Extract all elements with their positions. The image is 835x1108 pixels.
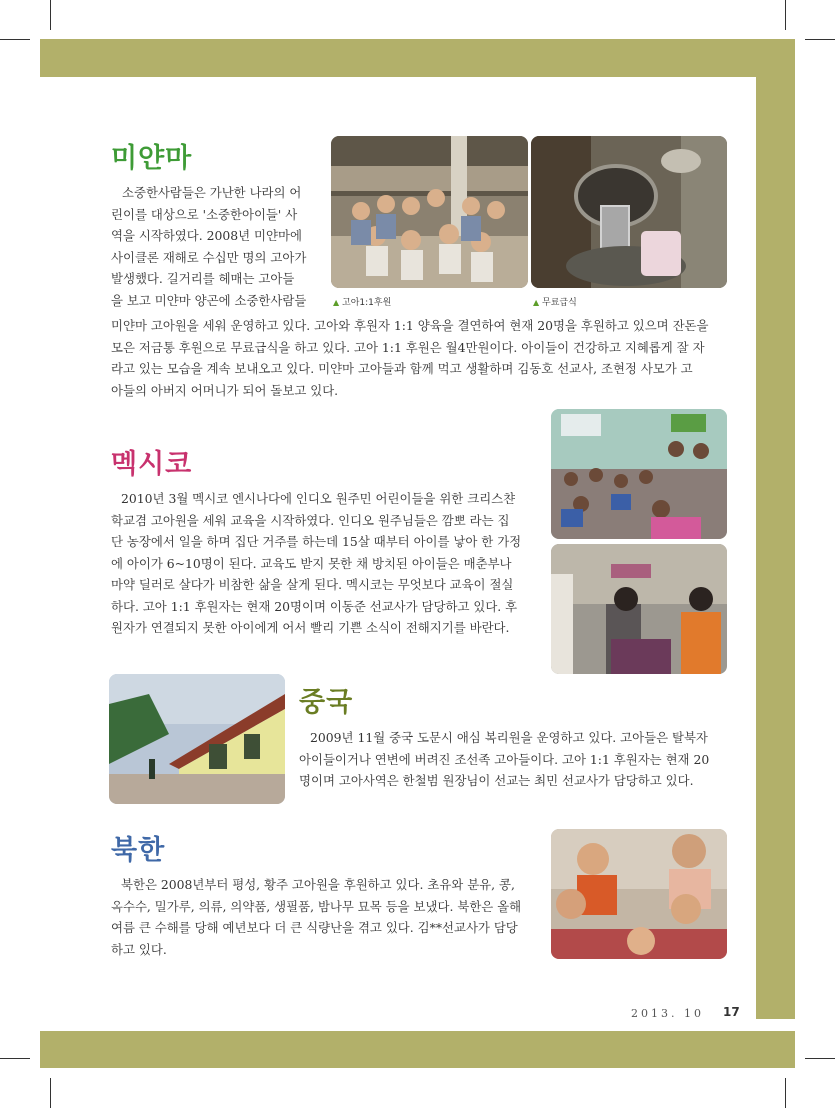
text-line: 학교겸 고아원을 세워 교육을 시작하였다. 인디오 원주님들은 깜뽀 라는 집 [111,512,510,528]
text-line: 미얀마 고아원을 세워 운영하고 있다. 고아와 후원자 1:1 양육을 결연하여 현재 20명을 후원하고 있으며 잔돈을 [111,318,709,333]
text-line: 북한은 2008년부터 평성, 황주 고아원을 후원하고 있다. 초유와 분유, 콩, [121,877,515,892]
crop-mark [0,1058,30,1059]
text-line: 을 보고 미얀마 양곤에 소중한사람들 [111,292,307,308]
caption-myanmar-left [333,295,391,308]
caption-myanmar-right [533,295,577,308]
text-line: 여름 큰 수해를 당해 예년보다 더 큰 식량난을 겪고 있다. 김**선교사가 담당 [111,920,518,935]
crop-mark [805,39,835,40]
china-paragraph [299,727,731,792]
text-line: 명이며 고아사역은 한철범 원장님이 선교는 최민 선교사가 담당하고 있다. [299,773,694,788]
northkorea-paragraph [111,874,541,960]
triangle-icon: ▲ [533,298,540,307]
china-heading: 중국 [299,687,354,718]
text-line: 옥수수, 밀가루, 의류, 의약품, 생필품, 밤나무 묘목 등을 보냈다. 북한은 올해 [111,898,522,914]
crop-mark [785,1078,786,1108]
right-band [756,39,795,1019]
triangle-icon: ▲ [333,298,340,307]
text-line: 마약 딜러로 살다가 비참한 삶을 살게 된다. 멕시코는 무엇보다 교육이 절실 [111,577,514,592]
bottom-band [40,1031,795,1068]
text-line: 2010년 3월 멕시코 엔시나다에 인디오 원주민 어린이들을 위한 크리스챤 [121,491,516,506]
mexico-heading: 멕시코 [111,449,193,480]
text-line: 에 아이가 6~10명이 된다. 교육도 받지 못한 채 방치된 아이들은 매춘부나 [111,555,512,571]
caption-text: 무료급식 [542,298,577,308]
text-line: 사이클론 재해로 수십만 명의 고아가 [111,249,307,265]
text-line: 하고 있다. [111,941,167,957]
page-number: 17 [723,1005,740,1019]
caption-text: 고아1:1후원 [342,298,392,308]
northkorea-heading: 북한 [111,835,166,866]
photo-china-building [109,674,285,804]
myanmar-heading: 미얀마 [111,143,193,174]
text-line: 원자가 연결되지 못한 아이에게 어서 빨리 기쁜 소식이 전해지기를 바란다. [111,620,510,635]
crop-mark [0,39,30,40]
photo-myanmar-children [331,136,528,288]
text-line: 아이들이거나 연변에 버려진 조선족 고아들이다. 고아 1:1 후원자는 현재 20 [299,751,710,767]
mexico-paragraph [111,488,541,639]
crop-mark [50,0,51,30]
crop-mark [785,0,786,30]
text-line: 모은 저금통 후원으로 무료급식을 하고 있다. 고아 1:1 후원은 월4만원이다. 아이들이 건강하고 지혜롭게 잘 자 [111,339,705,355]
top-band [40,39,795,77]
text-line: 2009년 11월 중국 도문시 애심 복리원을 운영하고 있다. 고아들은 탈북자 [310,730,708,745]
issue-date: 2013. 10 [631,1007,704,1020]
crop-mark [50,1078,51,1108]
text-line: 발생했다. 길거리를 헤매는 고아들 [111,271,295,286]
myanmar-paragraph-narrow [111,182,316,311]
text-line: 라고 있는 모습을 계속 보내오고 있다. 미얀마 고아들과 함께 먹고 생활하며 김동호 선교사, 조현정 사모가 고 [111,361,693,376]
photo-mexico-classroom [551,409,727,539]
photo-northkorea-children [551,829,727,959]
text-line: 아들의 아버지 어머니가 되어 돌보고 있다. [111,382,339,398]
text-line: 역을 시작하였다. 2008년 미얀마에 [111,228,302,243]
crop-mark [805,1058,835,1059]
text-line: 단 농장에서 일을 하며 집단 거주를 하는데 15살 때부터 아이를 낳아 한 가정 [111,534,522,549]
photo-myanmar-meal [531,136,727,288]
text-line: 소중한사람들은 가난한 나라의 어 [122,185,302,200]
text-line: 하다. 고아 1:1 후원자는 현재 20명이며 이동준 선교사가 담당하고 있다. 후 [111,598,518,614]
photo-mexico-haircut [551,544,727,674]
text-line: 린이를 대상으로 '소중한아이들' 사 [111,206,298,222]
myanmar-paragraph-wide [111,315,731,401]
